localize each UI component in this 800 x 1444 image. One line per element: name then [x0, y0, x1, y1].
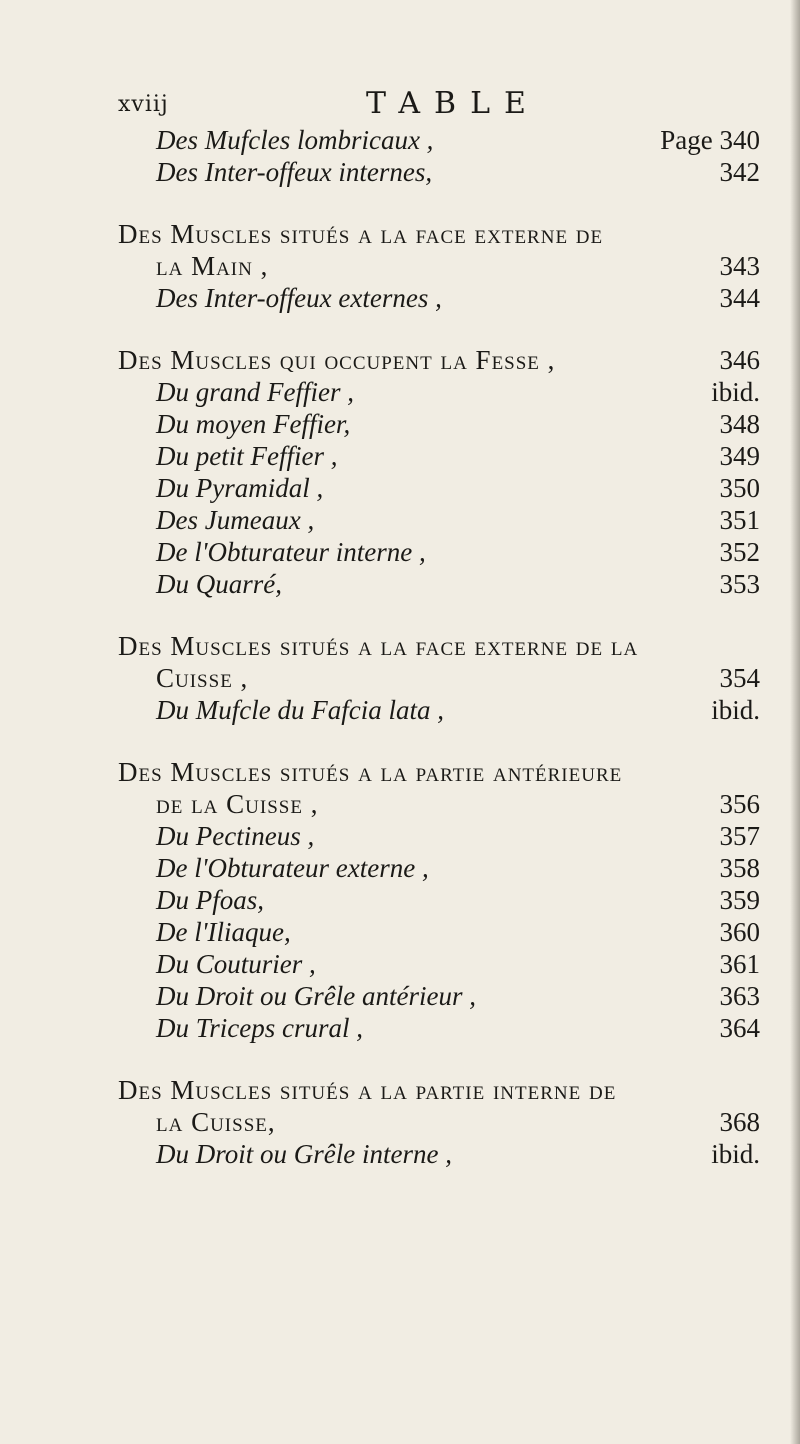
section-heading-continued-page: 354 [719, 663, 760, 693]
toc-entry [118, 440, 760, 472]
table-of-contents [118, 124, 760, 1170]
toc-entry-page: ibid. [711, 1139, 760, 1169]
toc-entry-page: 357 [719, 821, 760, 851]
toc-entry-page: 342 [719, 157, 760, 187]
toc-entry-page: 353 [719, 569, 760, 599]
toc-entry-text: Du Pfoas, [156, 885, 264, 915]
toc-entry [118, 1138, 760, 1170]
toc-entry-text: Du grand Feffier , [156, 377, 354, 407]
toc-entry-text: Des Jumeaux , [156, 505, 315, 535]
toc-entry [118, 1012, 760, 1044]
toc-entry-page: 359 [719, 885, 760, 915]
section-heading-continued-page: 343 [719, 251, 760, 281]
toc-entry-text: Du Triceps crural , [156, 1013, 364, 1043]
toc-entry [118, 472, 760, 504]
page-edge-shadow [790, 0, 800, 1444]
toc-entry-text: Du petit Feffier , [156, 441, 338, 471]
section-spacer [118, 1044, 760, 1074]
toc-entry [118, 820, 760, 852]
toc-entry-text: Du Mufcle du Fafcia lata , [156, 695, 444, 725]
toc-entry-page: 360 [719, 917, 760, 947]
toc-entry [118, 408, 760, 440]
toc-entry-page: 358 [719, 853, 760, 883]
section-spacer [118, 600, 760, 630]
toc-entry-page: ibid. [711, 695, 760, 725]
toc-entry-page: 364 [719, 1013, 760, 1043]
toc-entry-page: 350 [719, 473, 760, 503]
toc-entry-text: De l'Obturateur interne , [156, 537, 426, 567]
running-title: TABLE [366, 86, 540, 121]
section-heading-continued-text: la Main , [156, 251, 269, 281]
toc-entry [118, 282, 760, 314]
toc-entry [118, 694, 760, 726]
section-heading-continued [118, 250, 760, 282]
toc-entry-page: 363 [719, 981, 760, 1011]
section-heading-continued [118, 1106, 760, 1138]
section-heading [118, 344, 760, 376]
toc-entry-page: ibid. [711, 377, 760, 407]
toc-entry [118, 568, 760, 600]
toc-entry-text: Des Inter-offeux externes , [156, 283, 442, 313]
section-heading-continued-page: 356 [719, 789, 760, 819]
section-heading-continued-text: Cuisse , [156, 663, 249, 693]
section-heading [118, 1074, 760, 1106]
toc-entry-text: Du Droit ou Grêle antérieur , [156, 981, 476, 1011]
toc-entry-text: Du Pyramidal , [156, 473, 324, 503]
page-header [118, 86, 758, 122]
section-heading-text: Des Muscles situés a la face externe de la [118, 631, 639, 661]
toc-entry [118, 504, 760, 536]
section-heading-text: Des Muscles qui occupent la Fesse , [118, 345, 556, 375]
section-heading [118, 756, 760, 788]
section-heading-continued [118, 662, 760, 694]
toc-entry-page: 351 [719, 505, 760, 535]
section-spacer [118, 314, 760, 344]
section-heading-continued-text: la Cuisse, [156, 1107, 276, 1137]
section-heading-text: Des Muscles situés a la partie antérieure [118, 757, 623, 787]
toc-entry [118, 948, 760, 980]
toc-entry-text: Des Inter-offeux internes, [156, 157, 433, 187]
toc-entry-text: Du Couturier , [156, 949, 316, 979]
section-heading-continued [118, 788, 760, 820]
section-heading [118, 218, 760, 250]
section-spacer [118, 188, 760, 218]
toc-entry [118, 156, 760, 188]
toc-entry-page: 349 [719, 441, 760, 471]
section-heading-page: 346 [719, 345, 760, 375]
section-heading-text: Des Muscles situés a la partie interne de [118, 1075, 617, 1105]
section-heading-continued-text: de la Cuisse , [156, 789, 319, 819]
toc-entry-text: Du Droit ou Grêle interne , [156, 1139, 452, 1169]
toc-entry [118, 980, 760, 1012]
toc-entry-page: 361 [719, 949, 760, 979]
section-heading [118, 630, 760, 662]
folio-number: xviij [118, 92, 169, 117]
toc-entry-page: 348 [719, 409, 760, 439]
toc-entry [118, 536, 760, 568]
toc-entry-text: De l'Iliaque, [156, 917, 291, 947]
toc-entry-text: Du Quarré, [156, 569, 282, 599]
section-heading-text: Des Muscles situés a la face externe de [118, 219, 604, 249]
toc-entry [118, 376, 760, 408]
toc-entry-text: Du moyen Feffier, [156, 409, 351, 439]
toc-entry-page: 352 [719, 537, 760, 567]
toc-entry-text: Du Pectineus , [156, 821, 315, 851]
toc-entry [118, 884, 760, 916]
toc-entry-page: Page 340 [660, 125, 760, 155]
toc-entry-page: 344 [719, 283, 760, 313]
toc-entry-text: De l'Obturateur externe , [156, 853, 429, 883]
section-spacer [118, 726, 760, 756]
toc-entry [118, 124, 760, 156]
toc-entry [118, 916, 760, 948]
toc-entry [118, 852, 760, 884]
section-heading-continued-page: 368 [719, 1107, 760, 1137]
toc-entry-text: Des Mufcles lombricaux , [156, 125, 434, 155]
